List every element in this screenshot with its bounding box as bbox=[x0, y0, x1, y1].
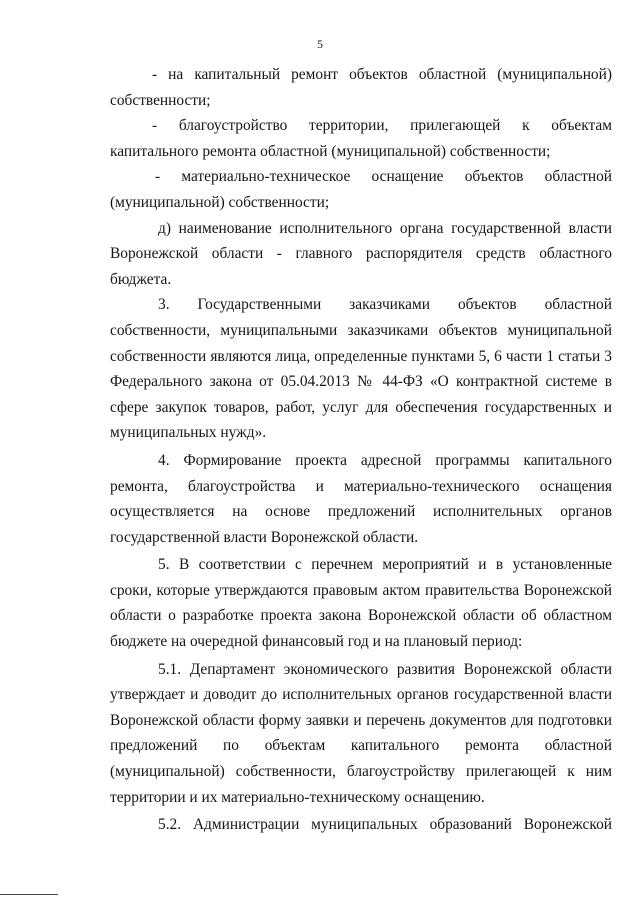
paragraph-4: 4. Формирование проекта адресной программы капитального ремонта, благоустройства и материально-технического оснащения осуществляется на основе предложений исполнительных органов государственной власти Воронежской области. bbox=[110, 451, 612, 546]
list-item-capital-repair: - на капитальный ремонт объектов областной (муниципальной) собственности; bbox=[110, 66, 612, 109]
paragraph-d: д) наименование исполнительного органа государственной власти Воронежской области - главного распорядителя средств областного бюджета. bbox=[110, 219, 612, 288]
list-item-equipment-continuation: (муниципальной) собственности; bbox=[110, 193, 330, 211]
footnote-divider bbox=[0, 894, 58, 895]
list-item-landscaping: - благоустройство территории, прилегающей к объектам капитального ремонта областной (муниципальной) собственности; bbox=[110, 117, 612, 160]
document-body bbox=[110, 62, 612, 838]
paragraph-5: 5. В соответствии с перечнем мероприятий и в установленные сроки, которые утверждаются правовым актом правительства Воронежской области о разработке проекта закона Воронежской области об областном бюджете на очередной финансовый год и на плановый период: bbox=[110, 556, 612, 651]
list-item-equipment: - материально-техническое оснащение объектов областной bbox=[155, 168, 612, 186]
paragraph-3: 3. Государственными заказчиками объектов областной собственности, муниципальными заказчиками объектов муниципальной собственности являются лица, определенные пунктами 5, 6 части 1 статьи 3 Федерального закона от 05.04.2013 № 44-ФЗ «О контрактной системе в сфере закупок товаров, работ, услуг для обеспечения государственных и муниципальных нужд». bbox=[110, 296, 612, 442]
page-number: 5 bbox=[317, 37, 323, 51]
paragraph-5-1: 5.1. Департамент экономического развития Воронежской области утверждает и доводит до исполнительных органов государственной власти Воронежской области форму заявки и перечень документов для подготовки предложений по объектам капитального ремонта областной (муниципальной) собственности, благоустройству прилегающей к ним территории и их материально-техническому оснащению. bbox=[110, 660, 612, 806]
paragraph-5-2: 5.2. Администрации муниципальных образований Воронежской bbox=[158, 816, 612, 834]
